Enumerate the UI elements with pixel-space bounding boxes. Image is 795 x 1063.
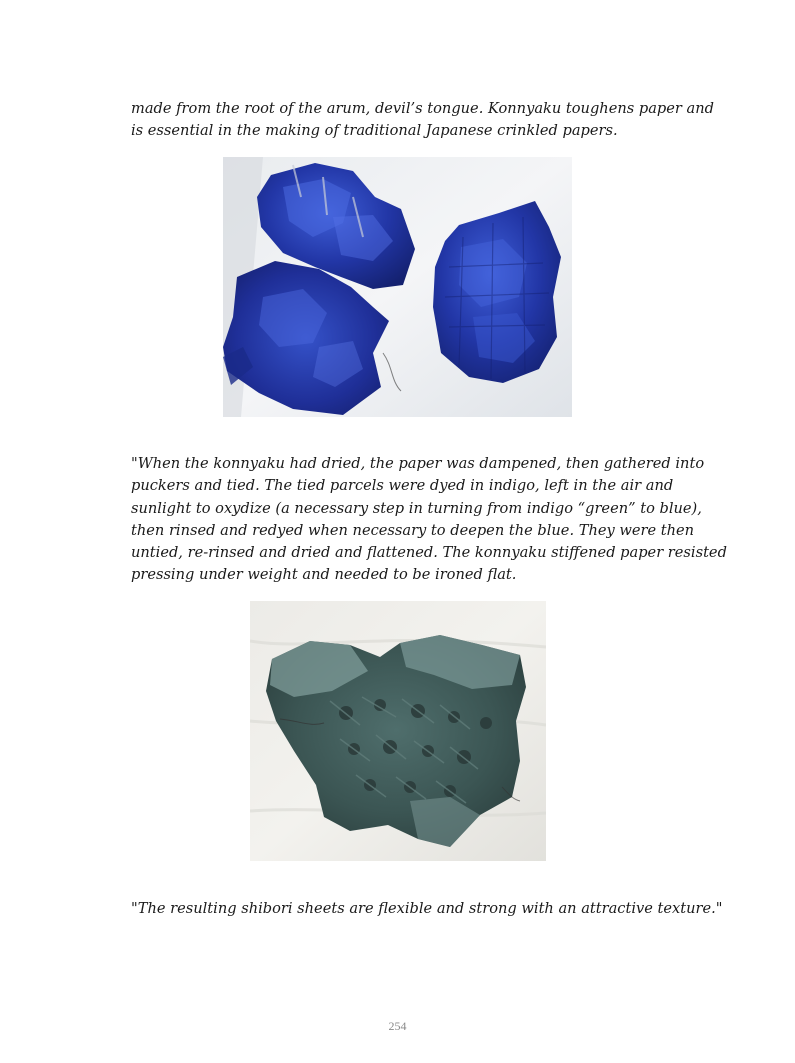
process-paragraph bbox=[131, 453, 727, 587]
text-line: then rinsed and redyed when necessary to deepen the blue. They were then bbox=[131, 521, 695, 539]
green-shibori-sheet-photo bbox=[250, 601, 546, 861]
text-line: puckers and tied. The tied parcels were dyed in indigo, left in the air and bbox=[131, 477, 674, 495]
text-line: "When the konnyaku had dried, the paper was dampened, then gathered into bbox=[131, 455, 705, 472]
text-line: made from the root of the arum, devil’s tongue. Konnyaku toughens paper and bbox=[131, 100, 714, 117]
closing-quote-paragraph bbox=[131, 898, 723, 920]
text-line: sunlight to oxydize (a necessary step in turning from indigo “green” to blue), bbox=[131, 499, 702, 517]
blue-shibori-papers-photo bbox=[223, 157, 572, 417]
text-line: "The resulting shibori sheets are flexible and strong with an attractive texture." bbox=[131, 900, 723, 917]
text-line: pressing under weight and needed to be ironed flat. bbox=[131, 566, 517, 584]
text-line: is essential in the making of traditional Japanese crinkled papers. bbox=[131, 122, 618, 140]
intro-paragraph bbox=[131, 98, 714, 143]
text-line: untied, re-rinsed and dried and flattened. The konnyaku stiffened paper resisted bbox=[131, 544, 727, 562]
page-number: 254 bbox=[388, 1019, 407, 1033]
